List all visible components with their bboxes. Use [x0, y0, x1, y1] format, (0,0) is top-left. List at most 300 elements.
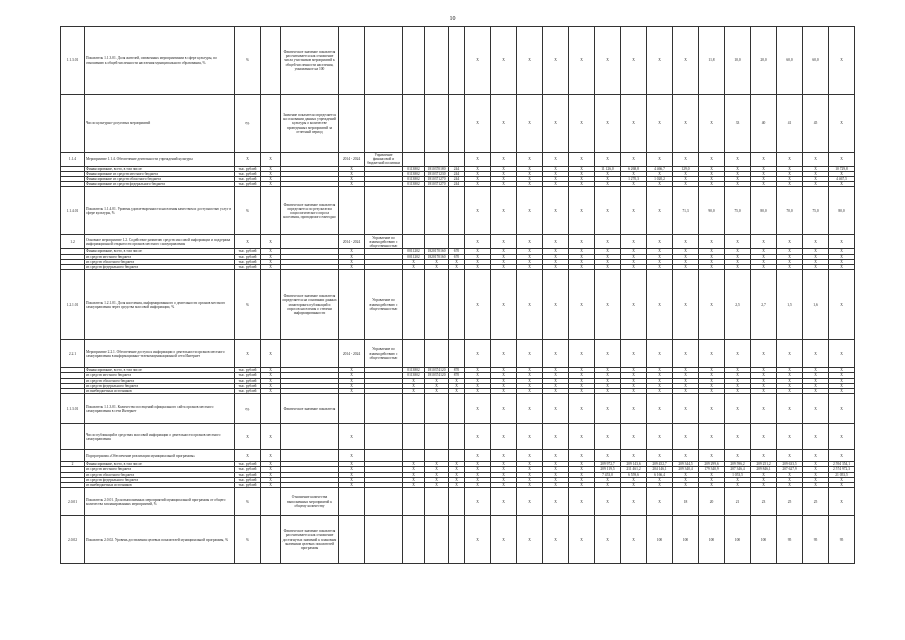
year-value-cell: X	[751, 368, 777, 373]
row-id-cell	[61, 95, 85, 153]
vr-cell: X	[449, 265, 465, 270]
year-value-cell: X	[829, 254, 855, 259]
year-value-cell: X	[777, 424, 803, 450]
kbk-cell	[403, 270, 425, 340]
year-value-cell: X	[777, 368, 803, 373]
year-value-cell: X	[491, 488, 517, 516]
period-cell: X	[339, 249, 365, 254]
year-value-cell: X	[491, 373, 517, 378]
period-cell: X	[339, 171, 365, 176]
row-description-cell: Показатель 1.1.3.01. Доля жителей, охваченных мероприятиями в сфере культуры, по отношению к общей численности населения муниципального образования, %	[85, 27, 235, 95]
year-value-cell: X	[517, 249, 543, 254]
period-cell: 2014 - 2024	[339, 340, 365, 368]
year-value-cell: X	[569, 450, 595, 462]
vr-cell	[449, 235, 465, 249]
year-value-cell: X	[777, 259, 803, 264]
year-value-cell: X	[803, 483, 829, 488]
year-value-cell: 209 299,6	[699, 462, 725, 467]
year-value-cell: X	[777, 171, 803, 176]
year-value-cell: X	[673, 235, 699, 249]
year-value-cell: X	[569, 95, 595, 153]
year-value-cell: X	[699, 95, 725, 153]
year-value-cell: X	[699, 340, 725, 368]
year-value-cell: 75,0	[725, 187, 751, 235]
year-value-cell: X	[543, 95, 569, 153]
year-value-cell: X	[829, 270, 855, 340]
code-cell: X	[261, 467, 281, 472]
year-value-cell: 40	[751, 95, 777, 153]
code-cell: X	[261, 340, 281, 368]
period-cell: X	[339, 424, 365, 450]
year-value-cell: X	[595, 95, 621, 153]
year-value-cell: X	[725, 378, 751, 383]
year-value-cell: X	[491, 340, 517, 368]
year-value-cell: X	[829, 182, 855, 187]
year-value-cell: X	[777, 472, 803, 477]
executor-cell	[365, 394, 403, 424]
year-value-cell: X	[491, 153, 517, 167]
vr-cell: 244	[449, 166, 465, 171]
year-value-cell: X	[673, 450, 699, 462]
year-value-cell: X	[595, 516, 621, 564]
year-value-cell: X	[491, 259, 517, 264]
vr-cell	[449, 27, 465, 95]
year-value-cell: X	[647, 259, 673, 264]
year-value-cell: 209 251,2	[751, 462, 777, 467]
year-value-cell: 209 344,5	[673, 462, 699, 467]
csr-cell	[425, 235, 449, 249]
csr-cell: 1810371270	[425, 182, 449, 187]
year-value-cell: X	[673, 249, 699, 254]
year-value-cell: X	[621, 424, 647, 450]
year-value-cell: X	[595, 254, 621, 259]
year-value-cell: X	[829, 383, 855, 388]
year-value-cell: 129,0	[673, 166, 699, 171]
year-value-cell: X	[465, 368, 491, 373]
year-value-cell: X	[647, 249, 673, 254]
year-value-cell: X	[569, 249, 595, 254]
year-value-cell: X	[543, 177, 569, 182]
year-value-cell: X	[569, 265, 595, 270]
year-value-cell: X	[829, 378, 855, 383]
year-value-cell: X	[725, 483, 751, 488]
unit-cell: X	[235, 450, 261, 462]
year-value-cell: X	[543, 516, 569, 564]
year-value-cell: X	[491, 27, 517, 95]
year-value-cell: X	[517, 340, 543, 368]
year-value-cell: X	[803, 340, 829, 368]
year-value-cell: X	[829, 95, 855, 153]
year-value-cell: 6 559,6	[621, 472, 647, 477]
period-cell: X	[339, 368, 365, 373]
year-value-cell: X	[543, 27, 569, 95]
year-value-cell: X	[517, 171, 543, 176]
csr-cell: X	[425, 483, 449, 488]
kbk-cell: X	[403, 378, 425, 383]
year-value-cell: X	[777, 450, 803, 462]
year-value-cell: X	[647, 378, 673, 383]
year-value-cell: X	[829, 171, 855, 176]
year-value-cell: X	[595, 394, 621, 424]
kbk-cell: X	[403, 259, 425, 264]
year-value-cell: X	[517, 27, 543, 95]
unit-cell: тыс. рублей	[235, 472, 261, 477]
year-value-cell: X	[673, 378, 699, 383]
year-value-cell: 4 466,7	[647, 166, 673, 171]
year-value-cell: X	[673, 340, 699, 368]
year-value-cell: X	[465, 373, 491, 378]
year-value-cell: X	[595, 153, 621, 167]
year-value-cell: X	[829, 235, 855, 249]
csr-cell	[425, 270, 449, 340]
csr-cell	[425, 424, 449, 450]
row-description-cell: из внебюджетных источников	[85, 389, 235, 394]
year-value-cell: 2 574 972,3	[829, 467, 855, 472]
year-value-cell: X	[465, 389, 491, 394]
year-value-cell: 7 453,0	[595, 472, 621, 477]
year-value-cell: X	[543, 467, 569, 472]
year-value-cell: X	[673, 27, 699, 95]
year-value-cell: X	[725, 177, 751, 182]
row-description-cell: из средств областного бюджета	[85, 259, 235, 264]
year-value-cell: 33	[725, 95, 751, 153]
period-cell	[339, 270, 365, 340]
year-value-cell: 21 053,5	[829, 472, 855, 477]
period-cell	[339, 516, 365, 564]
method-cell: Фактическое значение показателя рассчитывается как отношение числа участников мероприятий к общей численности населения, умноженное на 100	[281, 27, 339, 95]
year-value-cell: X	[465, 259, 491, 264]
year-value-cell: X	[673, 394, 699, 424]
year-value-cell: X	[595, 424, 621, 450]
kbk-cell	[403, 153, 425, 167]
kbk-cell: 0113802	[403, 373, 425, 378]
year-value-cell: X	[673, 483, 699, 488]
year-value-cell: X	[569, 27, 595, 95]
period-cell: X	[339, 177, 365, 182]
year-value-cell: X	[829, 389, 855, 394]
year-value-cell: X	[621, 153, 647, 167]
csr-cell: X	[425, 389, 449, 394]
year-value-cell: X	[621, 389, 647, 394]
year-value-cell: X	[517, 378, 543, 383]
year-value-cell: X	[543, 394, 569, 424]
year-value-cell: X	[543, 373, 569, 378]
year-value-cell: 2 594 354,1	[829, 462, 855, 467]
year-value-cell: X	[465, 187, 491, 235]
year-value-cell: X	[517, 166, 543, 171]
year-value-cell: X	[751, 450, 777, 462]
table-row	[61, 153, 855, 167]
year-value-cell: X	[803, 166, 829, 171]
year-value-cell: X	[621, 488, 647, 516]
vr-cell: 244	[449, 182, 465, 187]
csr-cell	[425, 516, 449, 564]
period-cell	[339, 27, 365, 95]
unit-cell: %	[235, 187, 261, 235]
year-value-cell: X	[569, 340, 595, 368]
year-value-cell: X	[673, 254, 699, 259]
year-value-cell: X	[751, 265, 777, 270]
year-value-cell: X	[621, 95, 647, 153]
year-value-cell: X	[569, 187, 595, 235]
year-value-cell: X	[829, 249, 855, 254]
vr-cell	[449, 153, 465, 167]
kbk-cell: 0113802	[403, 177, 425, 182]
year-value-cell: X	[647, 389, 673, 394]
year-value-cell: X	[517, 259, 543, 264]
executor-cell	[365, 27, 403, 95]
unit-cell: %	[235, 27, 261, 95]
year-value-cell: X	[751, 340, 777, 368]
year-value-cell: X	[829, 424, 855, 450]
unit-cell: тыс. рублей	[235, 389, 261, 394]
year-value-cell: X	[777, 249, 803, 254]
year-value-cell: X	[621, 477, 647, 482]
year-value-cell: X	[725, 166, 751, 171]
row-id-cell: 1.1.4	[61, 153, 85, 167]
unit-cell: X	[235, 235, 261, 249]
year-value-cell: X	[673, 383, 699, 388]
row-description-cell: Финансирование, всего, в том числе:	[85, 368, 235, 373]
period-cell: X	[339, 254, 365, 259]
year-value-cell: X	[595, 187, 621, 235]
year-value-cell: X	[673, 182, 699, 187]
year-value-cell: X	[725, 182, 751, 187]
year-value-cell: X	[569, 182, 595, 187]
year-value-cell: 95	[829, 516, 855, 564]
year-value-cell: X	[751, 177, 777, 182]
row-description-cell: Финансирование, всего, в том числе:	[85, 462, 235, 467]
year-value-cell: X	[829, 340, 855, 368]
kbk-cell	[403, 424, 425, 450]
year-value-cell: 90,0	[699, 187, 725, 235]
period-cell: X	[339, 265, 365, 270]
year-value-cell: 6 268,8	[621, 166, 647, 171]
row-id-cell	[61, 450, 85, 462]
code-cell: X	[261, 373, 281, 378]
year-value-cell: X	[621, 265, 647, 270]
year-value-cell: X	[543, 249, 569, 254]
table-row	[61, 488, 855, 516]
period-cell: X	[339, 166, 365, 171]
method-cell	[281, 235, 339, 249]
table-row	[61, 95, 855, 153]
year-value-cell: X	[621, 373, 647, 378]
year-value-cell: X	[543, 477, 569, 482]
csr-cell: 1820170160	[425, 254, 449, 259]
kbk-cell: 0113802	[403, 166, 425, 171]
year-value-cell: X	[673, 477, 699, 482]
kbk-cell	[403, 450, 425, 462]
unit-cell: тыс. рублей	[235, 249, 261, 254]
row-description-cell: Показатель 2.0.01. Доля выполненных мероприятий муниципальной программы от общего количества запланированных мероприятий, %	[85, 488, 235, 516]
period-cell: X	[339, 450, 365, 462]
year-value-cell: X	[751, 483, 777, 488]
csr-cell: 1810374120	[425, 368, 449, 373]
year-value-cell: X	[569, 177, 595, 182]
vr-cell: X	[449, 483, 465, 488]
year-value-cell: X	[543, 472, 569, 477]
kbk-cell: X	[403, 483, 425, 488]
year-value-cell: X	[517, 373, 543, 378]
year-value-cell: 1 270,3	[621, 177, 647, 182]
year-value-cell: X	[725, 450, 751, 462]
year-value-cell: X	[673, 270, 699, 340]
year-value-cell: X	[543, 368, 569, 373]
year-value-cell: X	[465, 27, 491, 95]
year-value-cell: X	[465, 472, 491, 477]
year-value-cell: X	[751, 373, 777, 378]
year-value-cell: X	[465, 424, 491, 450]
year-value-cell: X	[595, 270, 621, 340]
year-value-cell: X	[803, 378, 829, 383]
year-value-cell: X	[465, 477, 491, 482]
year-value-cell: X	[465, 483, 491, 488]
year-value-cell: X	[751, 394, 777, 424]
year-value-cell: 179 340,9	[699, 467, 725, 472]
csr-cell	[425, 340, 449, 368]
row-description-cell: из средств областного бюджета	[85, 472, 235, 477]
year-value-cell: X	[829, 394, 855, 424]
year-value-cell: X	[829, 153, 855, 167]
table-row	[61, 424, 855, 450]
code-cell	[261, 95, 281, 153]
year-value-cell: X	[465, 235, 491, 249]
year-value-cell: X	[543, 483, 569, 488]
year-value-cell: X	[699, 177, 725, 182]
code-cell: X	[261, 477, 281, 482]
year-value-cell: X	[569, 462, 595, 467]
executor-cell	[365, 187, 403, 235]
year-value-cell: X	[491, 516, 517, 564]
row-id-cell: 2	[61, 462, 85, 467]
kbk-cell: 0113802	[403, 171, 425, 176]
unit-cell: тыс. рублей	[235, 177, 261, 182]
year-value-cell: X	[517, 488, 543, 516]
page-number: 10	[449, 16, 456, 22]
csr-cell: X	[425, 378, 449, 383]
method-cell: Значение показателя определяется на основании данных учреждений культуры о количестве проведенных мероприятий за отчетный период	[281, 95, 339, 153]
year-value-cell: X	[595, 483, 621, 488]
vr-cell: X	[449, 383, 465, 388]
row-description-cell: Финансирование, всего, в том числе:	[85, 166, 235, 171]
year-value-cell: X	[829, 259, 855, 264]
program-table	[60, 26, 855, 564]
year-value-cell: X	[751, 166, 777, 171]
year-value-cell: 207 346,4	[725, 467, 751, 472]
year-value-cell: X	[725, 249, 751, 254]
year-value-cell: X	[621, 187, 647, 235]
year-value-cell: X	[543, 254, 569, 259]
vr-cell	[449, 95, 465, 153]
kbk-cell: X	[403, 265, 425, 270]
year-value-cell: X	[699, 483, 725, 488]
year-value-cell: X	[803, 235, 829, 249]
year-value-cell: X	[647, 340, 673, 368]
year-value-cell: X	[491, 166, 517, 171]
year-value-cell: X	[569, 424, 595, 450]
year-value-cell: X	[595, 378, 621, 383]
year-value-cell: X	[621, 516, 647, 564]
year-value-cell: 100	[647, 516, 673, 564]
csr-cell: X	[425, 259, 449, 264]
year-value-cell: X	[751, 182, 777, 187]
year-value-cell: X	[543, 378, 569, 383]
csr-cell: X	[425, 472, 449, 477]
year-value-cell: X	[543, 270, 569, 340]
year-value-cell: X	[725, 153, 751, 167]
year-value-cell: X	[569, 368, 595, 373]
row-description-cell: Мероприятие 1.1.4. Обеспечение деятельности учреждений культуры	[85, 153, 235, 167]
year-value-cell: X	[543, 383, 569, 388]
year-value-cell: X	[699, 182, 725, 187]
row-description-cell: из средств федерального бюджета	[85, 383, 235, 388]
csr-cell	[425, 394, 449, 424]
year-value-cell: X	[465, 254, 491, 259]
executor-cell	[365, 95, 403, 153]
year-value-cell: X	[569, 259, 595, 264]
year-value-cell: X	[751, 383, 777, 388]
year-value-cell: X	[465, 340, 491, 368]
vr-cell: X	[449, 477, 465, 482]
year-value-cell: X	[699, 477, 725, 482]
year-value-cell: 10,0	[725, 27, 751, 95]
executor-cell: Управление по взаимодействию с общественностью	[365, 340, 403, 368]
code-cell	[261, 394, 281, 424]
year-value-cell: X	[491, 450, 517, 462]
kbk-cell: X	[403, 383, 425, 388]
year-value-cell: X	[517, 177, 543, 182]
year-value-cell: 209 846,1	[751, 467, 777, 472]
year-value-cell: X	[647, 488, 673, 516]
year-value-cell: X	[595, 450, 621, 462]
method-cell: Фактическое значение показателя рассчитывается как отношение достигнутых значений к плановым значениям целевых показателей программы	[281, 516, 339, 564]
year-value-cell: X	[465, 182, 491, 187]
year-value-cell: X	[699, 373, 725, 378]
year-value-cell: 209 596,2	[725, 462, 751, 467]
row-id-cell	[61, 424, 85, 450]
code-cell: X	[261, 265, 281, 270]
year-value-cell: X	[699, 472, 725, 477]
year-value-cell: X	[491, 378, 517, 383]
method-cell	[281, 424, 339, 450]
year-value-cell: X	[699, 171, 725, 176]
csr-cell: 1810371230	[425, 171, 449, 176]
year-value-cell: X	[595, 383, 621, 388]
kbk-cell	[403, 95, 425, 153]
vr-cell	[449, 270, 465, 340]
year-value-cell: X	[595, 488, 621, 516]
year-value-cell: X	[465, 171, 491, 176]
year-value-cell: X	[699, 235, 725, 249]
row-description-cell: из внебюджетных источников	[85, 483, 235, 488]
year-value-cell: X	[465, 450, 491, 462]
year-value-cell: X	[491, 171, 517, 176]
year-value-cell: X	[829, 450, 855, 462]
year-value-cell: 1 020,2	[647, 177, 673, 182]
year-value-cell: X	[465, 394, 491, 424]
year-value-cell: X	[543, 265, 569, 270]
year-value-cell: X	[569, 254, 595, 259]
year-value-cell: X	[751, 477, 777, 482]
year-value-cell: X	[647, 477, 673, 482]
csr-cell: 1810374120	[425, 373, 449, 378]
year-value-cell: X	[803, 373, 829, 378]
unit-cell: тыс. рублей	[235, 383, 261, 388]
year-value-cell: X	[517, 383, 543, 388]
year-value-cell: 11 126,0	[595, 166, 621, 171]
year-value-cell: X	[543, 259, 569, 264]
